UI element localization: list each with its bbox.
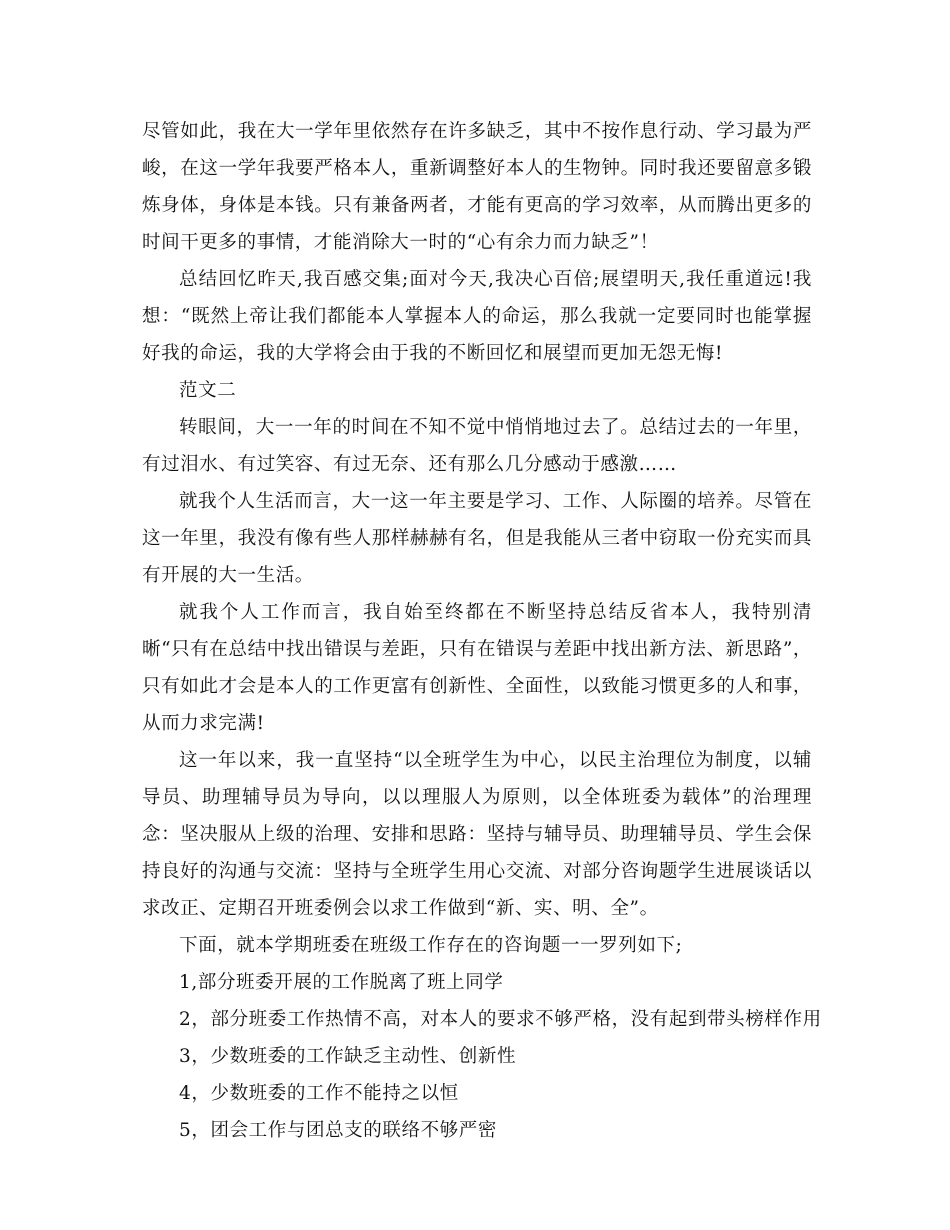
document-body — [142, 113, 822, 1149]
list-item: 1,部分班委开展的工作脱离了班上同学 — [179, 972, 504, 993]
paragraph-summary-continued: 尽管如此，我在大一学年里依然存在许多缺乏，其中不按作息行动、学习最为严峻，在这一学年我要严格本人，重新调整好本人的生物钟。同时我还要留意多锻炼身体，身体是本钱。只有兼备两者，才能有更高的学习效率，从而腾出更多的时间干更多的事情，才能消除大一时的“心有余力而力缺乏”！ — [142, 121, 812, 253]
section-heading-sample-two: 范文二 — [179, 380, 237, 401]
paragraph-personal-work: 就我个人工作而言，我自始至终都在不断坚持总结反省本人，我特别清晰“只有在总结中找出错误与差距，只有在错误与差距中找出新方法、新思路”，只有如此才会是本人的工作更富有创新性、全面性，以致能习惯更多的人和事，从而力求完满! — [142, 602, 812, 734]
paragraph-reflection: 总结回忆昨天,我百感交集;面对今天,我决心百倍;展望明天,我任重道远!我想：“既然上帝让我们都能本人掌握本人的命运，那么我就一定要同时也能掌握好我的命运，我的大学将会由于我的不断回忆和展望而更加无怨无悔! — [142, 269, 812, 364]
list-item: 4，少数班委的工作不能持之以恒 — [179, 1083, 459, 1104]
list-item: 3，少数班委的工作缺乏主动性、创新性 — [179, 1046, 517, 1067]
paragraph-year-passed: 转眼间，大一一年的时间在不知不觉中悄悄地过去了。总结过去的一年里，有过泪水、有过笑容、有过无奈、还有那么几分感动于感激…… — [142, 417, 812, 475]
paragraph-problems-intro: 下面，就本学期班委在班级工作存在的咨询题一一罗列如下; — [179, 935, 683, 956]
paragraph-personal-life: 就我个人生活而言，大一这一年主要是学习、工作、人际圈的培养。尽管在这一年里，我没有像有些人那样赫赫有名，但是我能从三者中窃取一份充实而具有开展的大一生活。 — [142, 491, 812, 586]
list-item: 2，部分班委工作热情不高，对本人的要求不够严格，没有起到带头榜样作用 — [179, 1009, 822, 1030]
list-item: 5，团会工作与团总支的联络不够严密 — [179, 1120, 497, 1141]
paragraph-management-philosophy: 这一年以来，我一直坚持“以全班学生为中心，以民主治理位为制度，以辅导员、助理辅导员为导向，以以理服人为原则，以全体班委为载体”的治理理念：坚决服从上级的治理、安排和思路：坚持与辅导员、助理辅导员、学生会保持良好的沟通与交流：坚持与全班学生用心交流、对部分咨询题学生进展谈话以求改正、定期召开班委例会以求工作做到“新、实、明、全”。 — [142, 750, 812, 919]
